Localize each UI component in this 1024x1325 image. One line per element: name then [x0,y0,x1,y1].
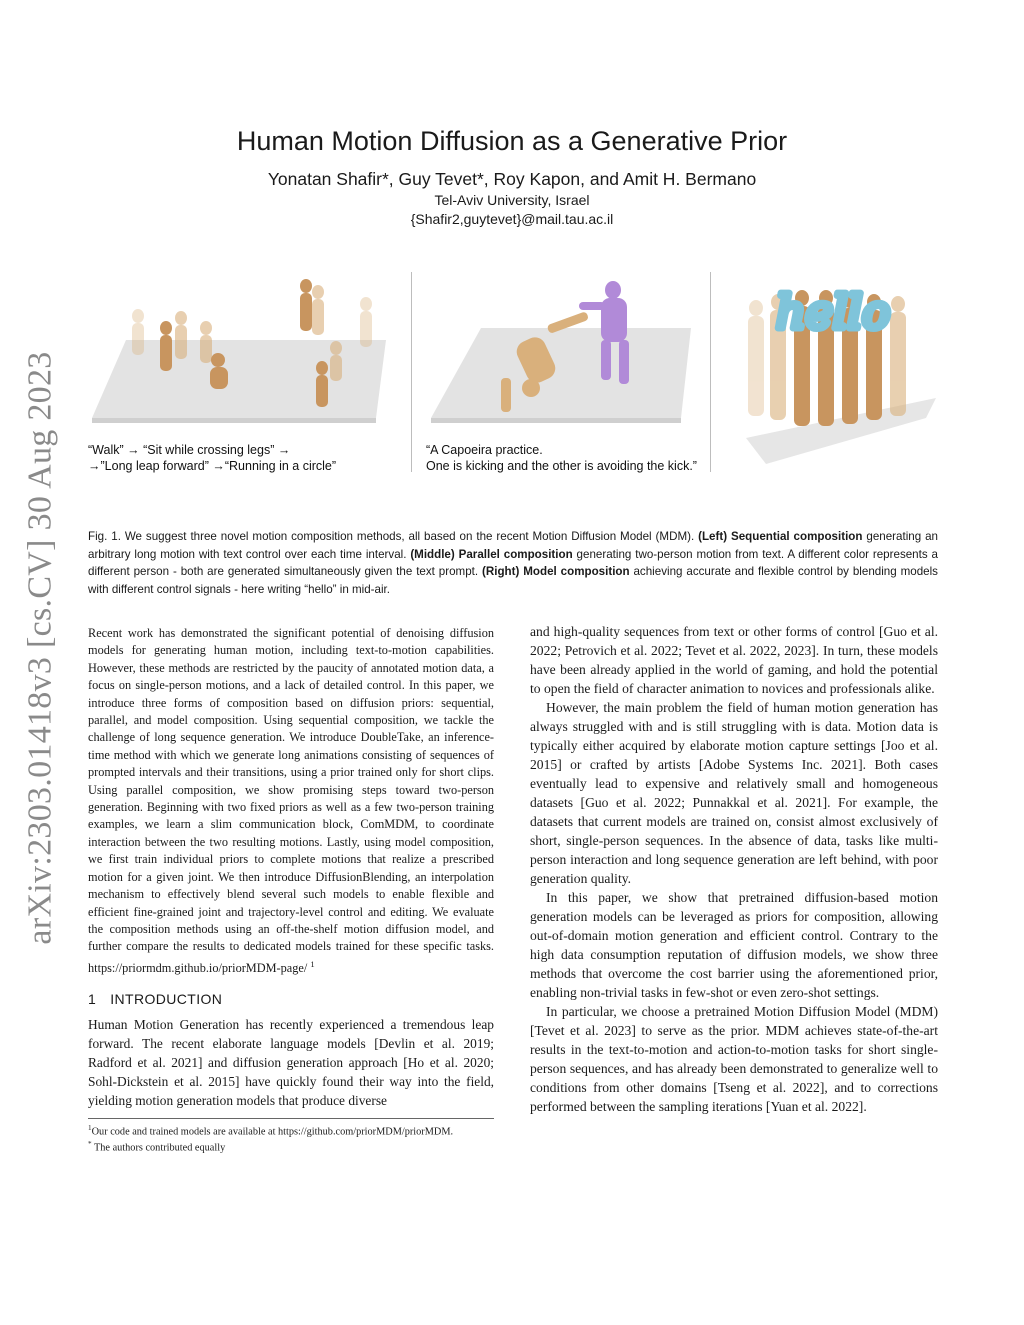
panel-divider [411,272,412,472]
body-paragraph: and high-quality sequences from text or other forms of control [Guo et al. 2022; Petrovich et al. 2022; Tevet et al. 2022, 2023]. In turn, these models have been already applied in the world of gaming, and hold the potential to open the field of character animation to novices and professionals alike. [530,624,938,696]
panel-left-caption: “Walk” → “Sit while crossing legs” → →”Long leap forward” →“Running in a circle” [88,443,337,473]
body-paragraph: In particular, we choose a pretrained Motion Diffusion Model (MDM) [Tevet et al. 2023] to serve as the prior. MDM achieves state-of-the-art results in the text-to-motion and action-to-motion tasks for short single-person sequences, and has already been demonstrated to generalize well to conditions from other domains [Tseng et al. 2022], and to corrections performed between the sampling iterations [Yuan et al. 2022]. [530,1004,938,1114]
footnote-equal-contribution: * The authors contributed equally [88,1140,226,1154]
figure-panel-right [726,268,942,473]
caption-middle-label: (Middle) Parallel composition [410,547,573,561]
model-composition-illustration [726,268,942,473]
arxiv-stamp [12,348,70,948]
footnotes [88,1118,494,1155]
teaser-figure [86,268,942,478]
abstract: Recent work has demonstrated the significant potential of denoising diffusion models for generating human motion, including text-to-motion capabilities. However, these methods are restricted by the paucity of annotated motion data, a focus on single-person motions, and a lack of detailed control. In this paper, we introduce three forms of composition based on diffusion priors: sequential, parallel, and model composition. Using sequential composition, we tackle the challenge of long sequence generation. We introduce DoubleTake, an inference-time method with which we generate long animations consisting of sequences of prompted intervals and their transitions, using a prior trained only for short clips. Using parallel composition, we show promising steps toward two-person generation. Beginning with two fixed priors as well as a few two-person training examples, we learn a slim communication block, ComMDM, to coordinate interaction between the two resulting motions. Lastly, using model composition, we first train individual priors to complete motions that realize a prescribed motion for a given joint. We then introduce DiffusionBlending, an interpolation mechanism to effectively blend several such models to enable flexible and efficient fine-grained joint and trajectory-level control and editing. We evaluate the composition methods using an off-the-shelf motion diffusion model, and further compare the results to dedicated models trained for these specific tasks. https://priormdm.github.io/priorMDM-page/ $^1$ [88,626,494,975]
body-paragraph: However, the main problem the field of human motion generation has always struggled with and is still struggling with is data. Motion data is typically either acquired by elaborate motion capture settings [Joo et al. 2015] or crafted by artists [Adobe Systems Inc. 2021]. Both cases eventually lead to expensive and relatively small and homogeneous datasets [Guo et al. 2022; Punnakkal et al. 2021]. For example, the datasets that current models are trained on, consist almost exclusively of short, single-person sequences. In the absence of data, tasks like multi-person interaction and long sequence generation are left behind, with poor generation quality. [530,700,938,886]
sequential-motion-illustration [86,268,406,428]
caption-left-label: (Left) Sequential composition [698,530,863,543]
intro-paragraph: Human Motion Generation has recently experienced a tremendous leap forward. The recent elaborate language models [Devlin et al. 2019; Radford et al. 2021] and diffusion generation approach [Ho et al. 2020; Sohl-Dickstein et al. 2015] have quickly found their way into the field, yielding motion generation models that produce diverse [88,1016,494,1108]
paper-authors: Yonatan Shafir*, Guy Tevet*, Roy Kapon, and Amit H. Bermano [267,169,757,189]
paper-email: {Shafir2,guytevet}@mail.tau.ac.il [410,211,614,227]
parallel-motion-illustration [421,268,701,428]
panel-divider [710,272,711,472]
hello-trajectory: hello [776,285,890,339]
paper-affiliation: Tel-Aviv University, Israel [434,192,590,208]
footnote-code: $^1$Our code and trained models are available at https://github.com/priorMDM/priorMDM. [88,1124,454,1138]
panel-middle-caption: “A Capoeira practice. One is kicking and the other is avoiding the kick.” [426,443,697,473]
right-column [530,622,938,1116]
figure-panel-middle [421,268,701,428]
left-column [88,625,494,1110]
arxiv-id: arXiv:2303.01418v3 [cs.CV] 30 Aug 2023 [22,351,60,945]
body-paragraph: In this paper, we show that pretrained diffusion-based motion generation models can be leveraged as priors for composition, allowing out-of-domain motion generation and efficient control. Contrary to the high data consumption reputation of diffusion models, we show three methods that overcome the cost barrier using the aforementioned prior, enabling non-trivial tasks in few-shot or even zero-shot settings. [530,890,938,1000]
figure-panel-left [86,268,406,428]
caption-right-label: (Right) Model composition [482,565,630,578]
figure-caption: Fig. 1. We suggest three novel motion composition methods, all based on the recent Motion Diffusion Model (MDM). (Left) Sequential composition generating an arbitrary long motion with text control over each time interval. (Middle) Parallel composition generating two-person motion from text. A different color represents a different person - both are generated simultaneously given the text prompt. (Right) Model composition achieving accurate and flexible control by blending models with different control signals - here writing “hello” in mid-air. [88,530,938,596]
section-heading: 1 INTRODUCTION [88,991,223,1008]
paper-title: Human Motion Diffusion as a Generative Prior [236,126,788,156]
